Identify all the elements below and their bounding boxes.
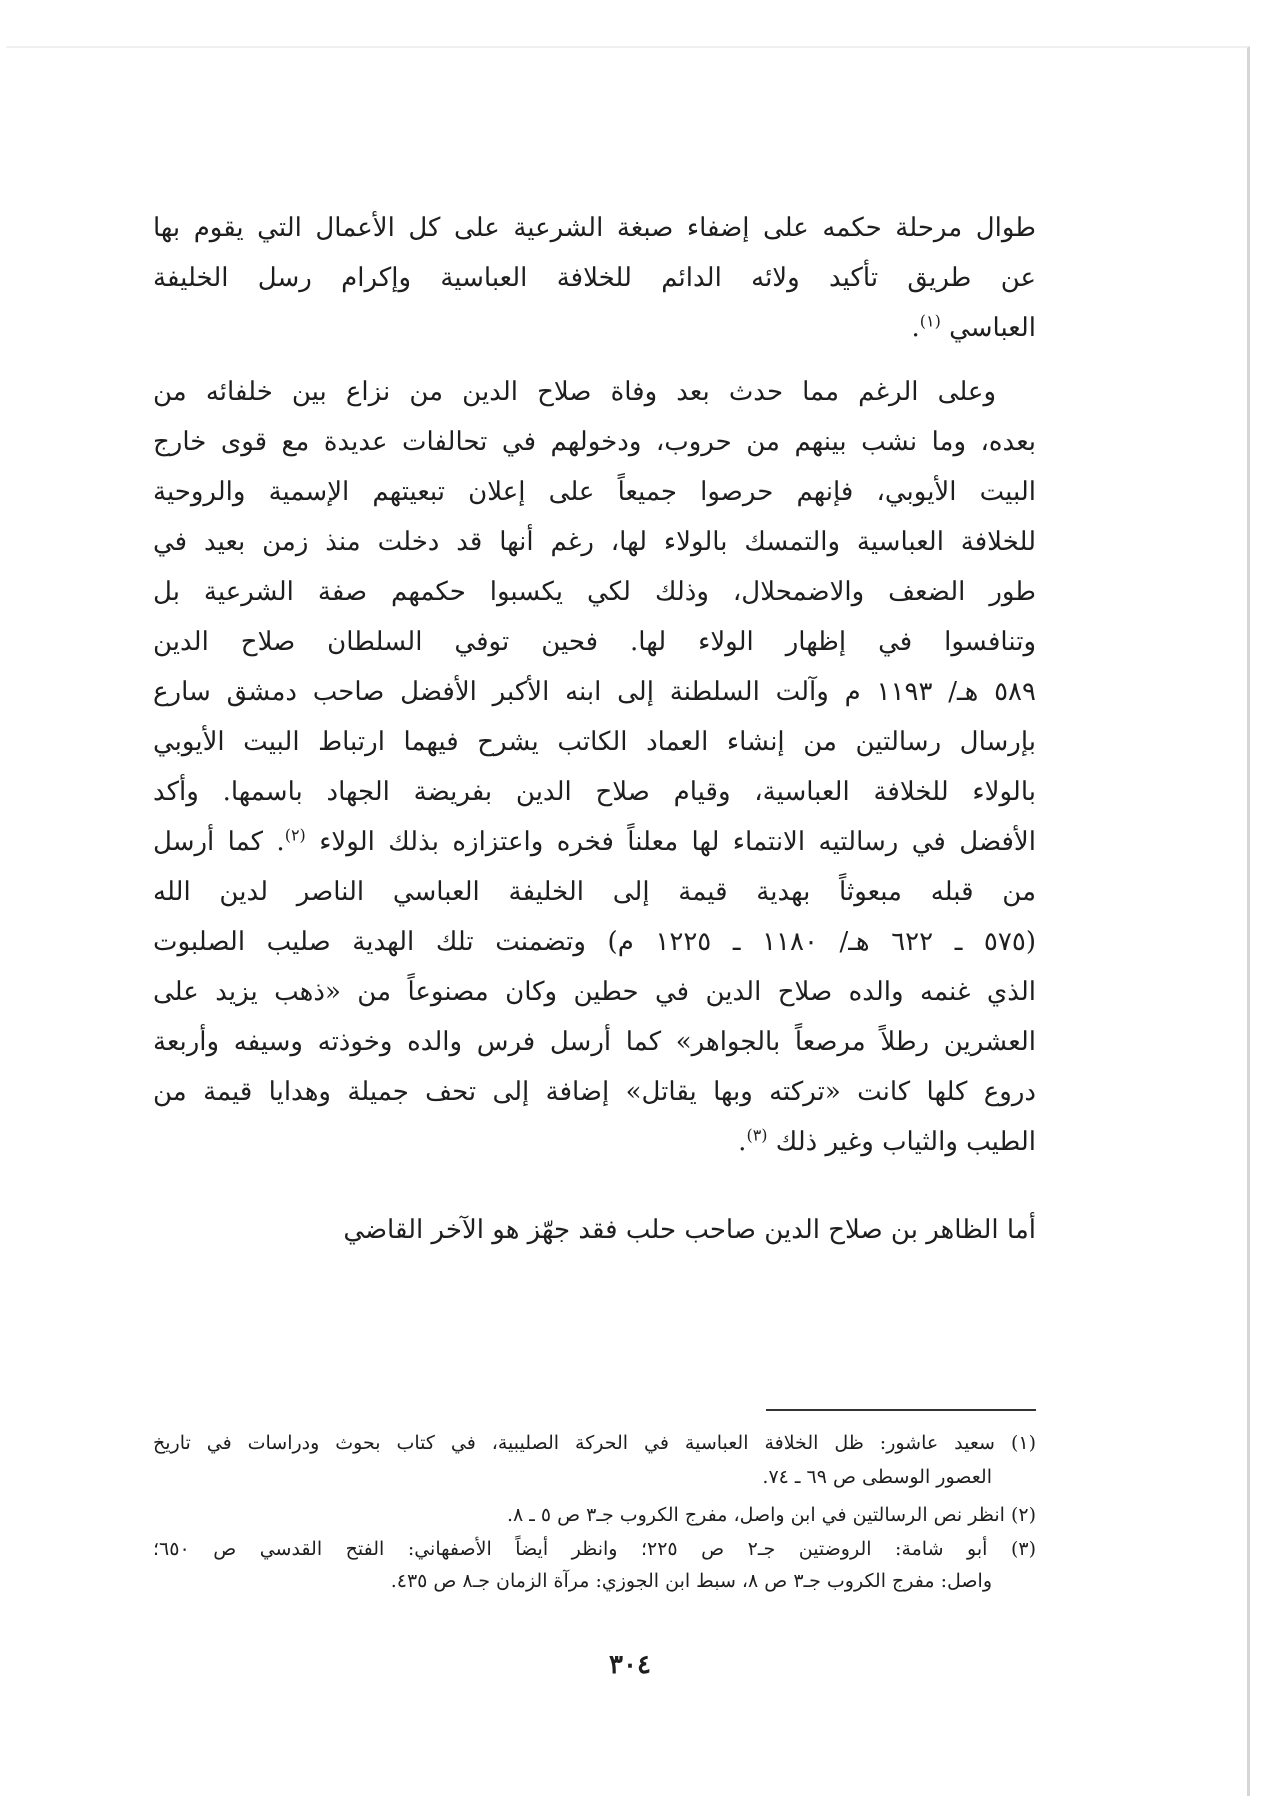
text-line: وتنافسوا في إظهار الولاء لها. فحين توفي السلطان صلاح الدين: [153, 627, 1036, 657]
text-line: أما الظاهر بن صلاح الدين صاحب حلب فقد جهّز هو الآخر القاضي: [343, 1215, 1036, 1245]
text-line: العشرين رطلاً مرصعاً بالجواهر» كما أرسل فرس والده وخوذته وسيفه وأربعة: [153, 1027, 1036, 1057]
footnote-ref-2[interactable]: (٢): [284, 825, 306, 845]
text-line: بالولاء للخلافة العباسية، وقيام صلاح الدين بفريضة الجهاد باسمها. وأكد: [153, 777, 1036, 807]
text-line: من قبله مبعوثاً بهدية قيمة إلى الخليفة العباسي الناصر لدين الله: [153, 877, 1036, 907]
text-segment: .: [738, 1127, 747, 1157]
text-line: (٥٧٥ ـ ٦٢٢ هـ/ ١١٨٠ ـ ١٢٢٥ م) وتضمنت تلك الهدية صليب الصلبوت: [153, 927, 1036, 957]
text-line: الذي غنمه والده صلاح الدين في حطين وكان مصنوعاً من «ذهب يزيد على: [153, 977, 1036, 1007]
text-line: [153, 308, 1036, 348]
text-line: طور الضعف والاضمحلال، وذلك لكي يكسبوا حكمهم صفة الشرعية بل: [153, 577, 1036, 607]
footnote-number: (٢): [1010, 1504, 1036, 1526]
footnote-separator: [766, 1409, 1036, 1411]
footnote-text: سعيد عاشور: ظل الخلافة العباسية في الحركة الصليبية، في كتاب بحوث ودراسات في تاريخ: [153, 1432, 995, 1454]
footnote-ref-3[interactable]: (٣): [746, 1125, 768, 1145]
footnote-1: [153, 1428, 1036, 1458]
footnote-ref-1[interactable]: (١): [919, 311, 941, 331]
footnote-1-continued: العصور الوسطى ص ٦٩ ـ ٧٤.: [762, 1466, 992, 1488]
footnote-text: انظر نص الرسالتين في ابن واصل، مفرج الكروب جـ٣ ص ٥ ـ ٨.: [506, 1504, 1005, 1526]
text-line: للخلافة العباسية والتمسك بالولاء لها، رغم أنها قد دخلت منذ زمن بعيد في: [153, 527, 1036, 557]
body-text: [153, 0, 1036, 1400]
footnote-2: [153, 1500, 1036, 1530]
text-segment: الأفضل في رسالتيه الانتماء لها معلناً فخره واعتزازه بذلك الولاء: [319, 827, 1036, 857]
text-line: بإرسال رسالتين من إنشاء العماد الكاتب يشرح فيهما ارتباط البيت الأيوبي: [153, 727, 1036, 757]
footnote-text: أبو شامة: الروضتين جـ٢ ص ٢٢٥؛ وانظر أيضاً الأصفهاني: الفتح القدسي ص ٦٥٠؛: [153, 1538, 988, 1560]
text-segment: العباسي: [949, 313, 1036, 343]
text-line: ٥٨٩ هـ/ ١١٩٣ م وآلت السلطنة إلى ابنه الأكبر الأفضل صاحب دمشق سارع: [153, 677, 1036, 707]
text-segment: الطيب والثياب وغير ذلك: [775, 1127, 1036, 1157]
text-line: بعده، وما نشب بينهم من حروب، ودخولهم في تحالفات عديدة مع قوى خارج: [153, 427, 1036, 457]
text-line: [153, 822, 1036, 862]
text-segment: .: [911, 313, 920, 343]
footnote-3-continued: واصل: مفرج الكروب جـ٣ ص ٨، سبط ابن الجوزي: مرآة الزمان جـ٨ ص ٤٣٥.: [390, 1570, 992, 1592]
text-segment: . كما أرسل: [153, 827, 285, 857]
text-line: البيت الأيوبي، فإنهم حرصوا جميعاً على إعلان تبعيتهم الإسمية والروحية: [153, 477, 1036, 507]
page-number: ٣٠٤: [609, 1650, 651, 1680]
text-line: طوال مرحلة حكمه على إضفاء صبغة الشرعية على كل الأعمال التي يقوم بها: [153, 213, 1036, 243]
footnote-number: (١): [1010, 1432, 1036, 1454]
footnote-number: (٣): [1010, 1538, 1037, 1560]
text-line: عن طريق تأكيد ولائه الدائم للخلافة العباسية وإكرام رسل الخليفة: [153, 263, 1036, 293]
text-line: [153, 1122, 1036, 1162]
text-line: دروع كلها كانت «تركته وبها يقاتل» إضافة إلى تحف جميلة وهدايا قيمة من: [153, 1077, 1036, 1107]
text-line: وعلى الرغم مما حدث بعد وفاة صلاح الدين من نزاع بين خلفائه من: [153, 377, 996, 407]
footnote-3: [153, 1534, 1036, 1564]
